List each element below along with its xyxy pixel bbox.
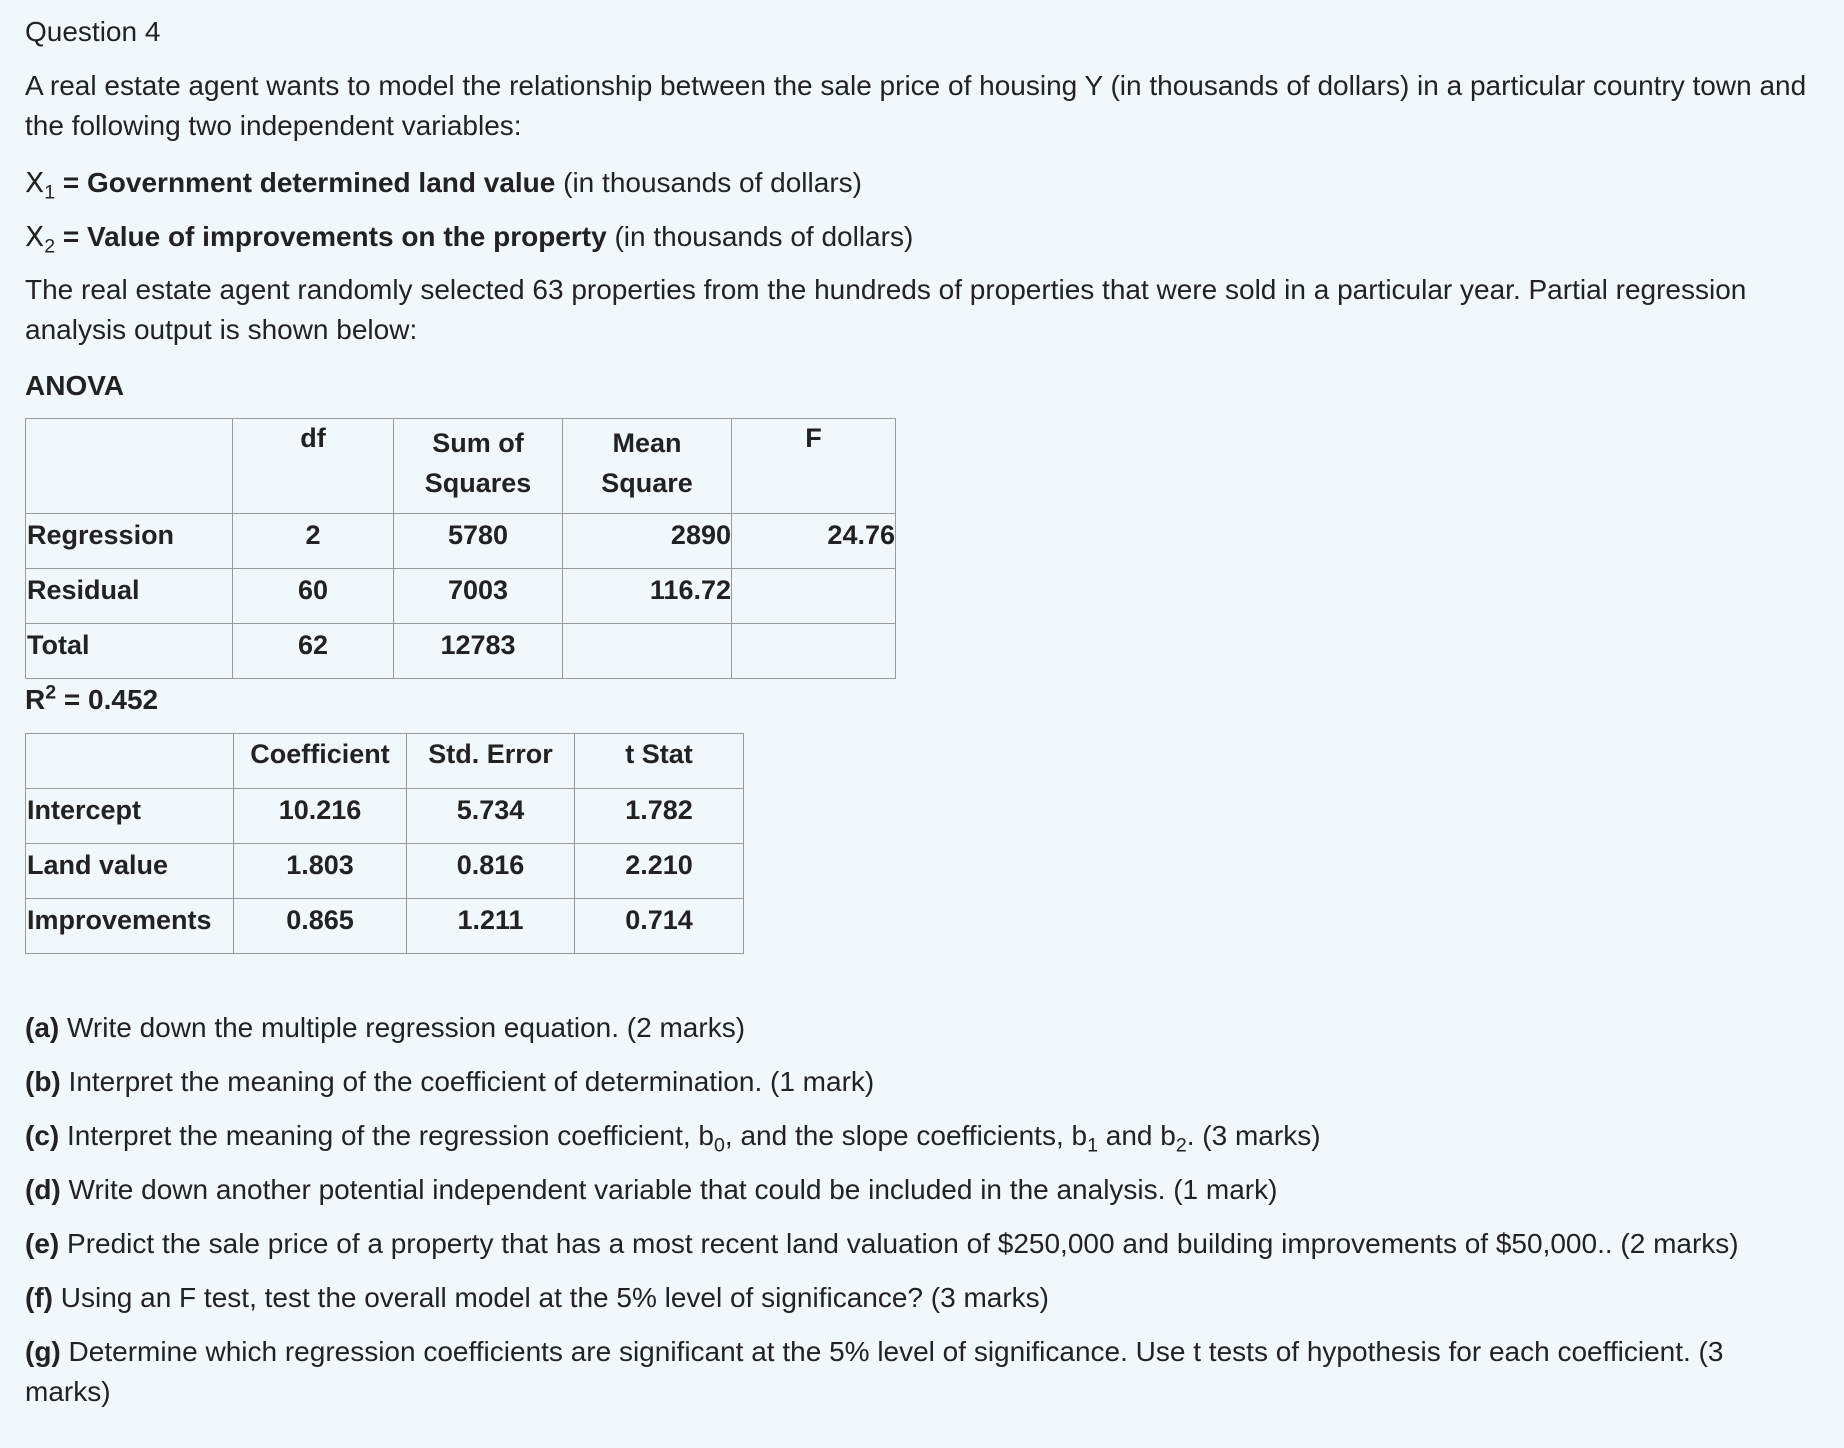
anova-f: [732, 624, 896, 679]
anova-header-f: F: [732, 419, 896, 514]
r-squared: $R^2 = 0.452$: [25, 681, 159, 715]
anova-header-ms: Mean Square: [563, 419, 732, 514]
part-label: (a): [25, 1012, 60, 1043]
anova-ms: 116.72: [563, 569, 732, 624]
coef-header-row: [26, 734, 744, 789]
variable-x2: [25, 220, 914, 258]
anova-row: [26, 514, 896, 569]
anova-source: Total: [26, 624, 233, 679]
anova-ss: 5780: [394, 514, 563, 569]
variable-name: Value of improvements on the property: [87, 221, 607, 252]
coef-value: 0.865: [234, 899, 407, 954]
variable-equals: =: [55, 167, 88, 198]
anova-ss: 7003: [394, 569, 563, 624]
coef-std-error: 1.211: [407, 899, 575, 954]
coef-header-std-error: Std. Error: [407, 734, 575, 789]
part-label: (f): [25, 1282, 53, 1313]
anova-df: 2: [233, 514, 394, 569]
coefficient-table: [25, 733, 744, 954]
intro-line-2: the following two independent variables:: [25, 110, 522, 141]
variable-symbol: X: [25, 166, 45, 199]
part-e: [25, 1228, 1739, 1260]
part-text: Using an F test, test the overall model at the 5% level of significance? (3 marks): [52, 1282, 1049, 1313]
anova-table: [25, 418, 896, 679]
anova-source: Regression: [26, 514, 233, 569]
variable-subscript: 2: [44, 235, 56, 258]
coef-value: 10.216: [234, 789, 407, 844]
coef-t-stat: 2.210: [575, 844, 744, 899]
coef-header-blank: [26, 734, 234, 789]
part-label: (c): [25, 1120, 60, 1151]
part-text: Write down another potential independent variable that could be included in the analysis. (1 mark): [60, 1174, 1278, 1205]
anova-header-blank: [26, 419, 233, 514]
coef-t-stat: 0.714: [575, 899, 744, 954]
coef-std-error: 5.734: [407, 789, 575, 844]
part-b: [25, 1066, 874, 1098]
part-text: Interpret the meaning of the coefficient of determination. (1 mark): [60, 1066, 875, 1097]
anova-row: [26, 569, 896, 624]
anova-header-ss: Sum of Squares: [394, 419, 563, 514]
variable-equals: =: [55, 221, 88, 252]
part-a: [25, 1012, 745, 1044]
part-label: (d): [25, 1174, 61, 1205]
anova-row: [26, 624, 896, 679]
part-c: (c) Interpret the meaning of the regression coefficient, $b_0$, and the slope coefficients, $b_1$ and $b_2$. (3 marks): [25, 1120, 1321, 1157]
coef-header-t-stat: t Stat: [575, 734, 744, 789]
variable-x1: [25, 166, 862, 204]
coef-header-coefficient: Coefficient: [234, 734, 407, 789]
sample-line-2: analysis output is shown below:: [25, 314, 418, 345]
anova-source: Residual: [26, 569, 233, 624]
variable-unit: (in thousands of dollars): [606, 221, 914, 252]
part-label: (g): [25, 1336, 61, 1367]
part-text: Write down the multiple regression equation. (2 marks): [59, 1012, 746, 1043]
intro-line-1: A real estate agent wants to model the relationship between the sale price of housing Y (in thousands of dollars) in a particular country town and: [25, 70, 1807, 101]
part-g-continued: marks): [25, 1376, 111, 1407]
coef-value: 1.803: [234, 844, 407, 899]
part-text: Determine which regression coefficients are significant at the 5% level of significance. Use t tests of hypothesis for each coefficient. (3: [60, 1336, 1724, 1367]
part-text: Predict the sale price of a property that has a most recent land valuation of $250,000 and building improvements of $50,000.. (2 marks): [59, 1228, 1739, 1259]
sample-line-1: The real estate agent randomly selected 63 properties from the hundreds of properties that were sold in a particular year. Partial regression: [25, 274, 1747, 305]
variable-symbol: X: [25, 220, 45, 253]
coef-name: Intercept: [26, 789, 234, 844]
anova-header-df: df: [233, 419, 394, 514]
coef-row: [26, 899, 744, 954]
anova-ms: 2890: [563, 514, 732, 569]
anova-ms: [563, 624, 732, 679]
anova-label: ANOVA: [25, 370, 125, 401]
part-d: [25, 1174, 1277, 1206]
coef-row: [26, 844, 744, 899]
variable-subscript: 1: [44, 181, 56, 204]
question-title: Question 4: [25, 16, 161, 47]
coef-name: Land value: [26, 844, 234, 899]
anova-f: 24.76: [732, 514, 896, 569]
anova-df: 62: [233, 624, 394, 679]
coef-row: [26, 789, 744, 844]
variable-unit: (in thousands of dollars): [555, 167, 862, 198]
anova-ss: 12783: [394, 624, 563, 679]
part-label: (e): [25, 1228, 60, 1259]
coef-std-error: 0.816: [407, 844, 575, 899]
variable-name: Government determined land value: [87, 167, 556, 198]
part-g: [25, 1336, 1723, 1368]
anova-f: [732, 569, 896, 624]
anova-header-row: [26, 419, 896, 514]
anova-df: 60: [233, 569, 394, 624]
part-label: (b): [25, 1066, 61, 1097]
coef-name: Improvements: [26, 899, 234, 954]
coef-t-stat: 1.782: [575, 789, 744, 844]
part-f: [25, 1282, 1049, 1314]
